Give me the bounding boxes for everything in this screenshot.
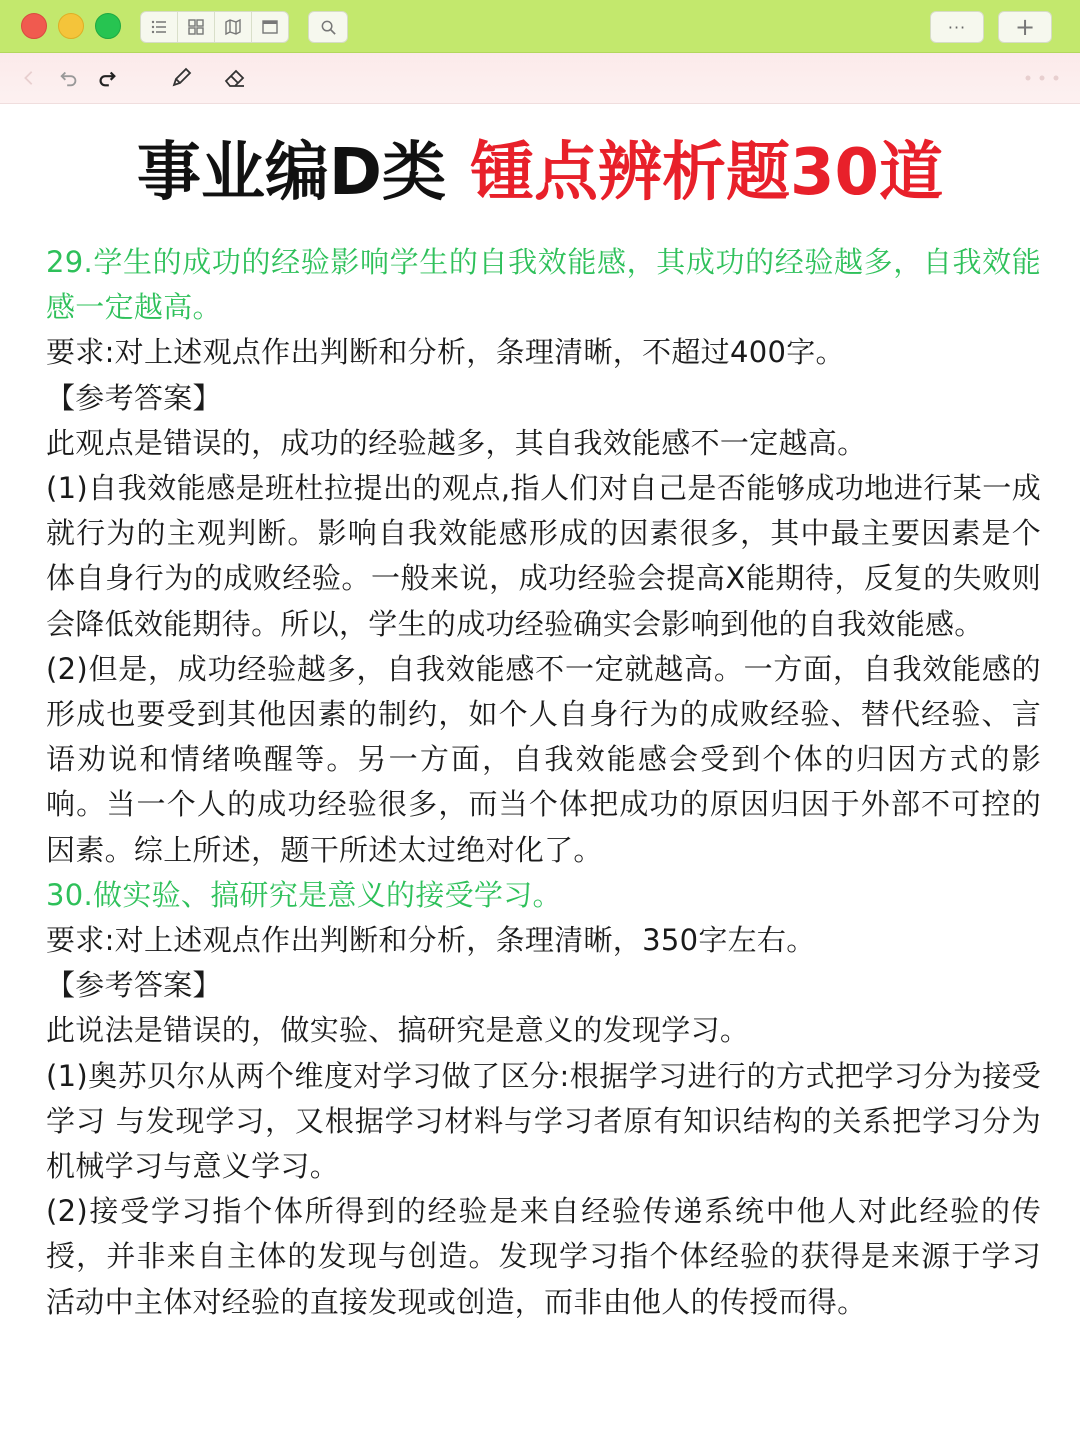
list-icon (150, 18, 168, 36)
back-icon (20, 69, 38, 87)
question-30-answer-label: 【参考答案】 (46, 968, 222, 1003)
question-30-point-1: (1)奥苏贝尔从两个维度对学习做了区分:根据学习进行的方式把学习分为接受学习 与发现学习，又根据学习材料与学习者原有知识结构的关系把学习分为机械学习与意义学习。 (46, 1058, 1041, 1184)
edit-more-button[interactable] (1020, 65, 1064, 91)
back-button[interactable] (16, 65, 42, 91)
question-30-requirement: 要求:对上述观点作出判断和分析，条理清晰，350字左右。 (46, 923, 816, 958)
plus-icon: + (1014, 13, 1036, 41)
question-30-answer-intro: 此说法是错误的，做实验、搞研究是意义的发现学习。 (46, 1013, 750, 1048)
redo-icon (96, 67, 118, 89)
grid-view-button[interactable] (178, 12, 215, 42)
undo-button[interactable] (56, 65, 82, 91)
search-button[interactable] (308, 11, 348, 43)
page-title (0, 128, 1080, 218)
title-part-black: 事业编D类 (136, 136, 447, 210)
view-switcher (140, 11, 289, 43)
map-icon (224, 18, 242, 36)
question-29-point-2: (2)但是，成功经验越多，自我效能感不一定就越高。一方面，自我效能感的形成也要受到其他因素的制约，如个人自身行为的成败经验、替代经验、言语劝说和情绪唤醒等。另一方面，自我效能感会受到个体的归因方式的影响。当一个人的成功经验很多，而当个体把成功的原因归因于外部不可控的因素。综上所述，题干所述太过绝对化了。 (46, 651, 1041, 867)
redo-button[interactable] (94, 65, 120, 91)
pencil-icon (169, 66, 193, 90)
question-30-point-2: (2)接受学习指个体所得到的经验是来自经验传递系统中他人对此经验的传授，并非来自主体的发现与创造。发现学习指个体经验的获得是来源于学习活动中主体对经验的直接发现或创造，而非由他人的传授而得。 (46, 1194, 1041, 1319)
list-view-button[interactable] (141, 12, 178, 42)
note-content (46, 240, 1041, 1325)
grid-icon (187, 18, 205, 36)
question-29-requirement: 要求:对上述观点作出判断和分析，条理清晰，不超过400字。 (46, 335, 845, 370)
minimize-window-button[interactable] (58, 13, 84, 39)
eraser-icon (223, 66, 247, 90)
search-icon (320, 19, 337, 36)
more-icon (1022, 73, 1062, 83)
pencil-tool-button[interactable] (168, 65, 194, 91)
eraser-tool-button[interactable] (222, 65, 248, 91)
edit-toolbar (0, 53, 1080, 104)
undo-icon (58, 67, 80, 89)
question-30-title: 30.做实验、搞研究是意义的接受学习。 (46, 877, 562, 912)
window-icon (261, 18, 279, 36)
window-view-button[interactable] (252, 12, 288, 42)
question-29-point-1: (1)自我效能感是班杜拉提出的观点,指人们对自己是否能够成功地进行某一成就行为的主观判断。影响自我效能感形成的因素很多，其中最主要因素是个体自身行为的成败经验。一般来说，成功经验会提高X能期待，反复的失败则会降低效能期待。所以，学生的成功经验确实会影响到他的自我效能感。 (46, 471, 1041, 641)
more-options-button[interactable] (930, 11, 984, 43)
more-icon: ··· (947, 17, 967, 37)
map-view-button[interactable] (215, 12, 252, 42)
window-titlebar (0, 0, 1080, 53)
title-part-red: 锺点辨析题30道 (470, 136, 944, 210)
close-window-button[interactable] (21, 13, 47, 39)
add-button[interactable] (998, 11, 1052, 43)
question-29-title: 29.学生的成功的经验影响学生的自我效能感，其成功的经验越多，自我效能感一定越高。 (46, 245, 1041, 325)
question-29-answer-label: 【参考答案】 (46, 380, 222, 415)
question-29-answer-intro: 此观点是错误的，成功的经验越多，其自我效能感不一定越高。 (46, 425, 867, 460)
zoom-window-button[interactable] (95, 13, 121, 39)
